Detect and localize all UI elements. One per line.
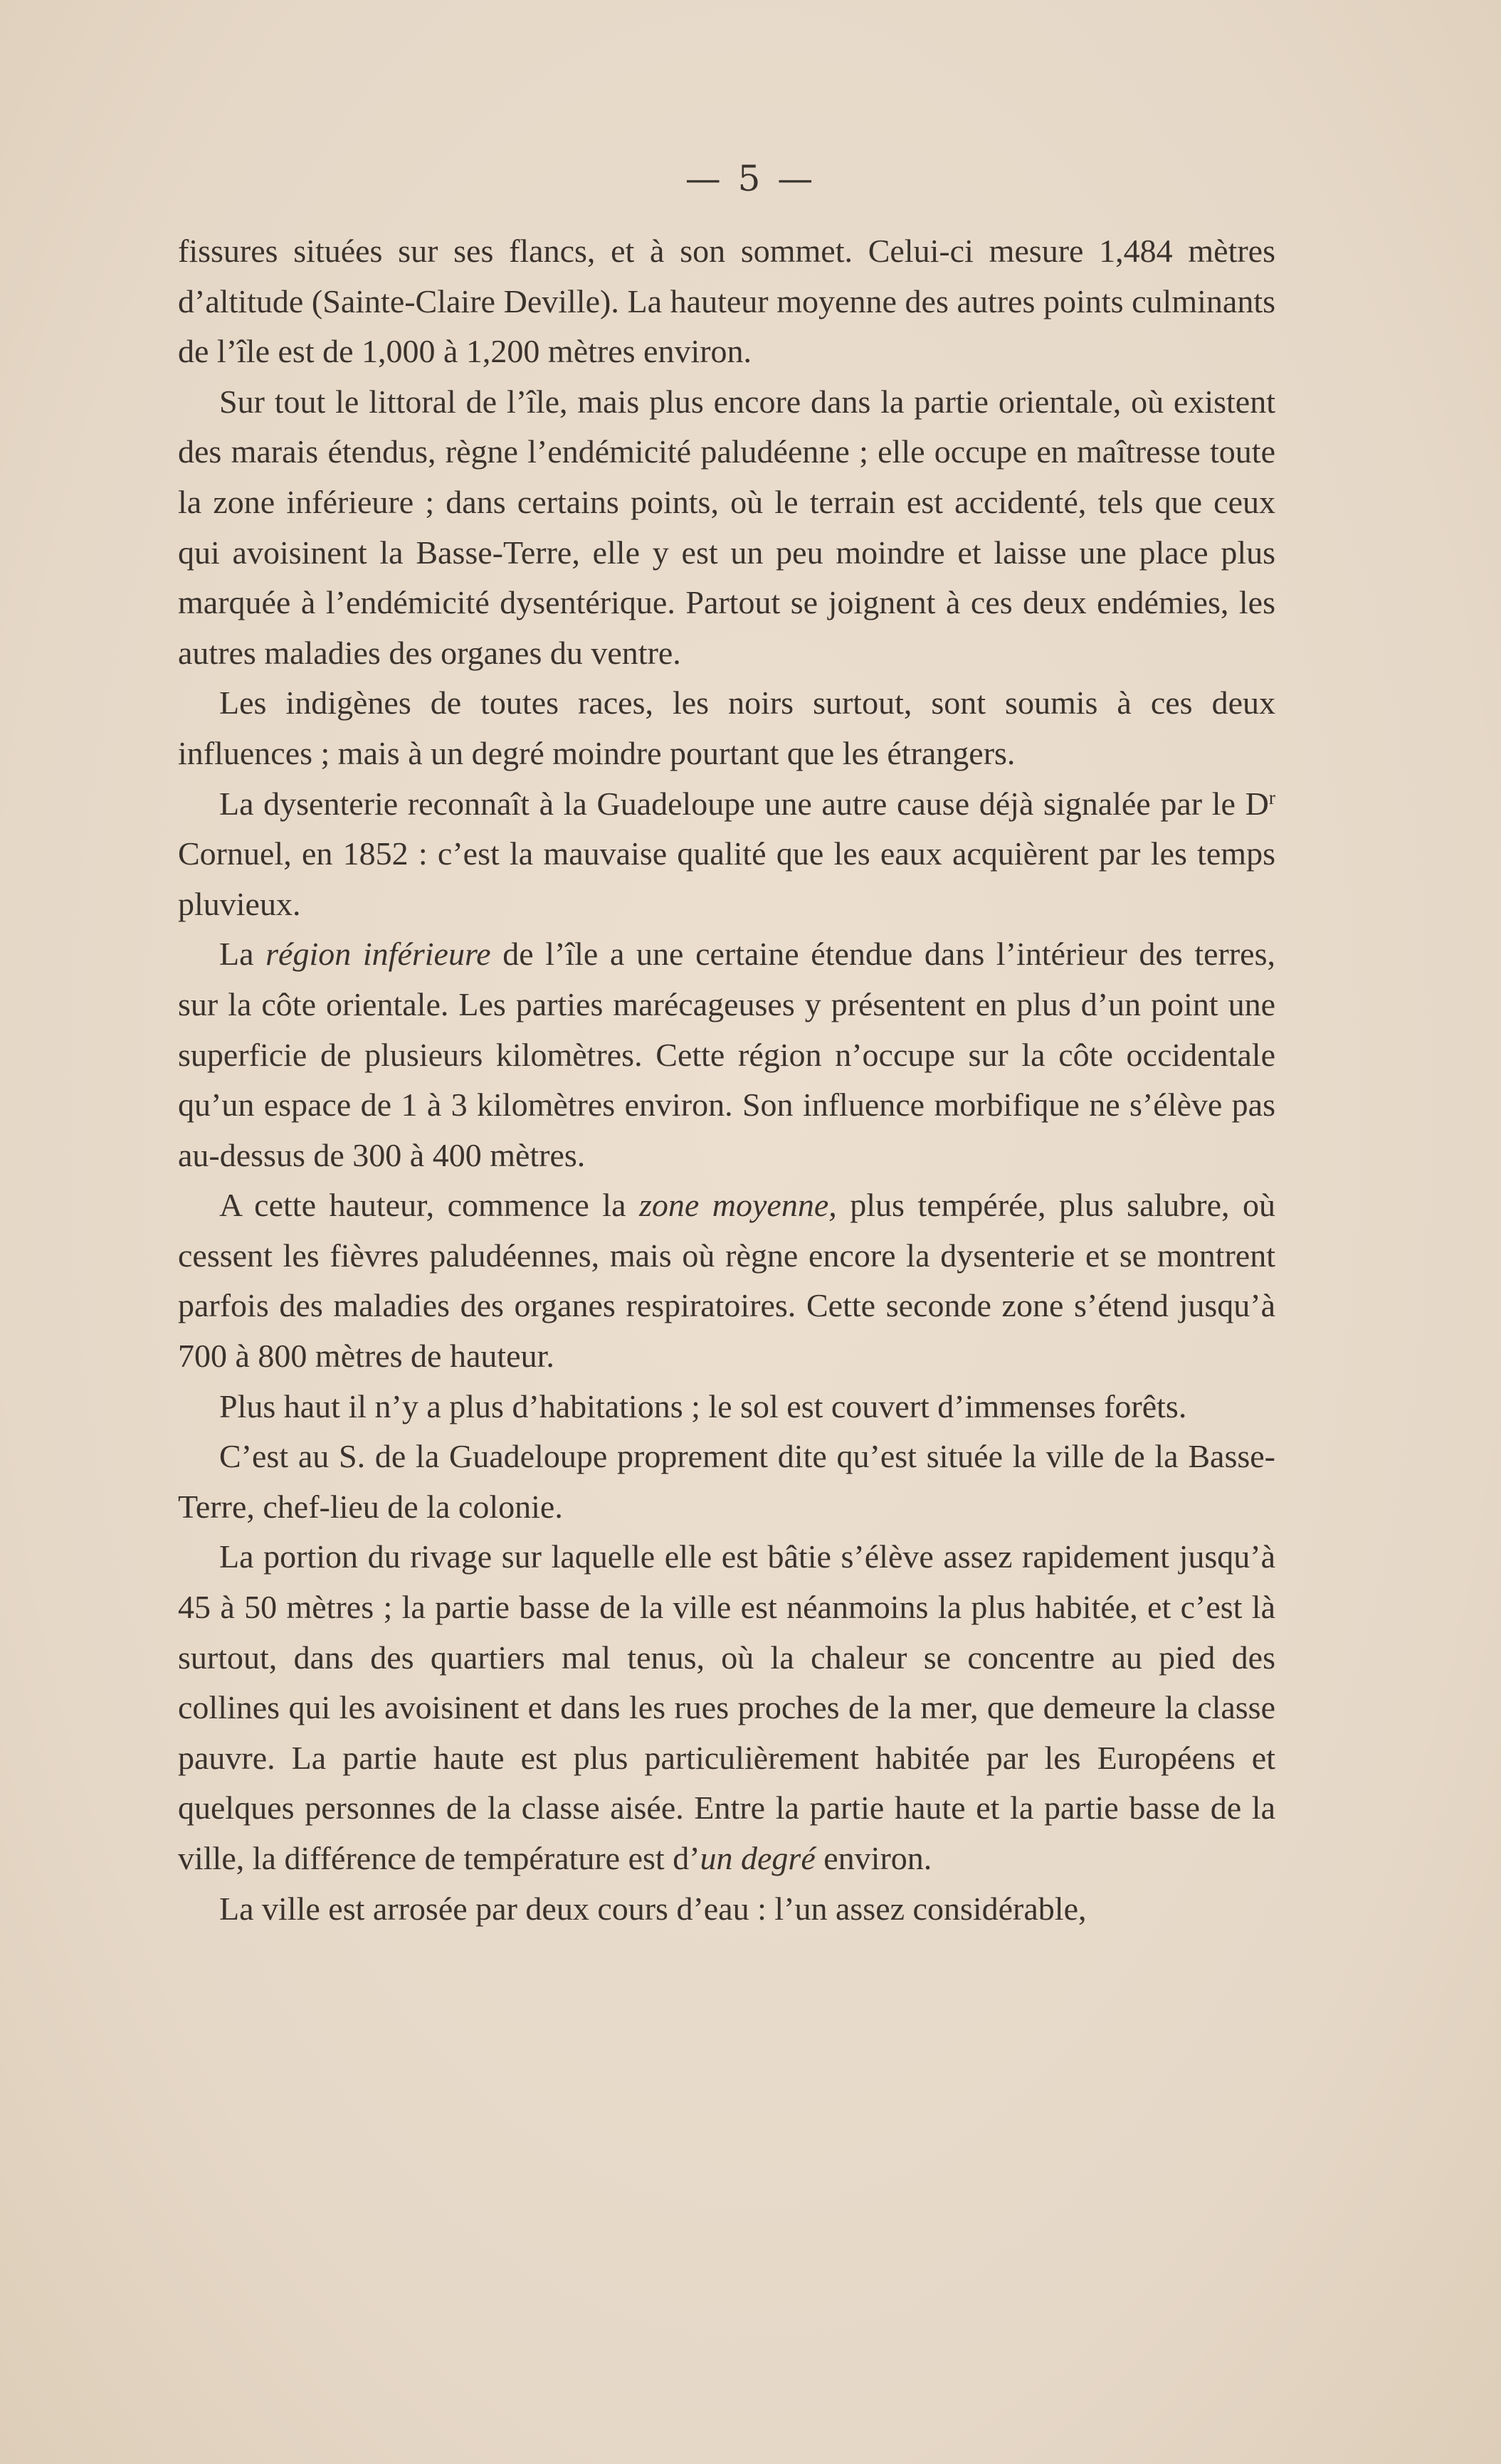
paragraph-8	[178, 1432, 1275, 1532]
paragraph-9-tail: environ.	[815, 1840, 932, 1876]
page-number: — 5 —	[685, 158, 816, 199]
paragraph-7	[178, 1382, 1275, 1432]
paragraph-10-text: La ville est arrosée par deux cours d’eau : l’un assez considérable,	[219, 1890, 1087, 1927]
paragraph-4	[178, 779, 1275, 930]
paragraph-2	[178, 377, 1275, 679]
paragraph-1-text: fissures situées sur ses flancs, et à son sommet. Celui-ci mesure 1,484 mètres d’altitude (Sainte-Claire Deville). La hauteur moyenne des autres points culminants de l’île est de 1,000 à 1,200 mètres environ.	[178, 233, 1275, 370]
paragraph-6-text-b: plus tempérée, plus salubre, où cessent les fièvres paludéennes, mais où règne encore la dysenterie et se montrent parfois des maladies des organes respiratoires. Cette seconde zone s’étend jusqu’à 700 à 800 mètres de hauteur.	[178, 1187, 1275, 1375]
paragraph-5-text-b: de l’île a une certaine étendue dans l’intérieur des terres, sur la côte orientale. Les parties marécageuses y présentent en plus d’un point une superficie de plusieurs kilomètres. Cette région n’occupe sur la côte occidentale qu’un espace de 1 à 3 kilomètres environ. Son influence morbifique ne s’élève pas au-dessus de 300 à 400 mètres.	[178, 936, 1275, 1173]
superscript-r: r	[1268, 786, 1275, 808]
paragraph-6	[178, 1180, 1275, 1381]
emphasis-region-inferieure: région inférieure	[265, 936, 491, 973]
paragraph-6-text-a: A cette hauteur, commence la	[219, 1187, 639, 1224]
paragraph-3-text: Les indigènes de toutes races, les noirs surtout, sont soumis à ces deux influences ; mais à un degré moindre pourtant que les étrangers.	[178, 684, 1275, 771]
paragraph-9-text: La portion du rivage sur laquelle elle est bâtie s’élève assez rapidement jusqu’à 45 à 50 mètres ; la partie basse de la ville est néanmoins la plus habitée, et c’est là surtout, dans des quartiers mal tenus, où la chaleur se concentre au pied des collines qui les avoisinent et dans les rues proches de la mer, que demeure la classe pauvre. La partie haute est plus particulièrement habitée par les Européens et quelques personnes de la classe aisée. Entre la partie haute et la partie basse de la ville, la différence de température est d’	[178, 1538, 1275, 1876]
paragraph-3	[178, 678, 1275, 778]
emphasis-un-degre: un degré	[700, 1840, 816, 1876]
paragraph-5-text-a: La	[219, 936, 266, 973]
paragraph-2-text: Sur tout le littoral de l’île, mais plus encore dans la partie orientale, où existent des marais étendus, règne l’endémicité paludéenne ; elle occupe en maîtresse toute la zone inférieure ; dans certains points, où le terrain est accidenté, tels que ceux qui avoisinent la Basse-Terre, elle y est un peu moindre et laisse une place plus marquée à l’endémicité dysentérique. Partout se joignent à ces deux endémies, les autres maladies des organes du ventre.	[178, 383, 1275, 671]
paragraph-5	[178, 929, 1275, 1180]
paragraph-9	[178, 1532, 1275, 1883]
paragraph-10	[178, 1884, 1275, 1935]
paragraph-4-text-b: Cornuel, en 1852 : c’est la mauvaise qualité que les eaux acquièrent par les temps pluvieux.	[178, 835, 1275, 922]
paragraph-7-text: Plus haut il n’y a plus d’habitations ; le sol est couvert d’immenses forêts.	[219, 1387, 1187, 1424]
paragraph-8-text: C’est au S. de la Guadeloupe proprement dite qu’est située la ville de la Basse-Terre, chef-lieu de la colonie.	[178, 1438, 1275, 1525]
paragraph-4-text-a: La dysenterie reconnaît à la Guadeloupe une autre cause déjà signalée par le D	[219, 785, 1269, 822]
body-text	[178, 226, 1275, 1934]
emphasis-zone-moyenne: zone moyenne,	[638, 1187, 837, 1224]
paragraph-1	[178, 226, 1275, 377]
